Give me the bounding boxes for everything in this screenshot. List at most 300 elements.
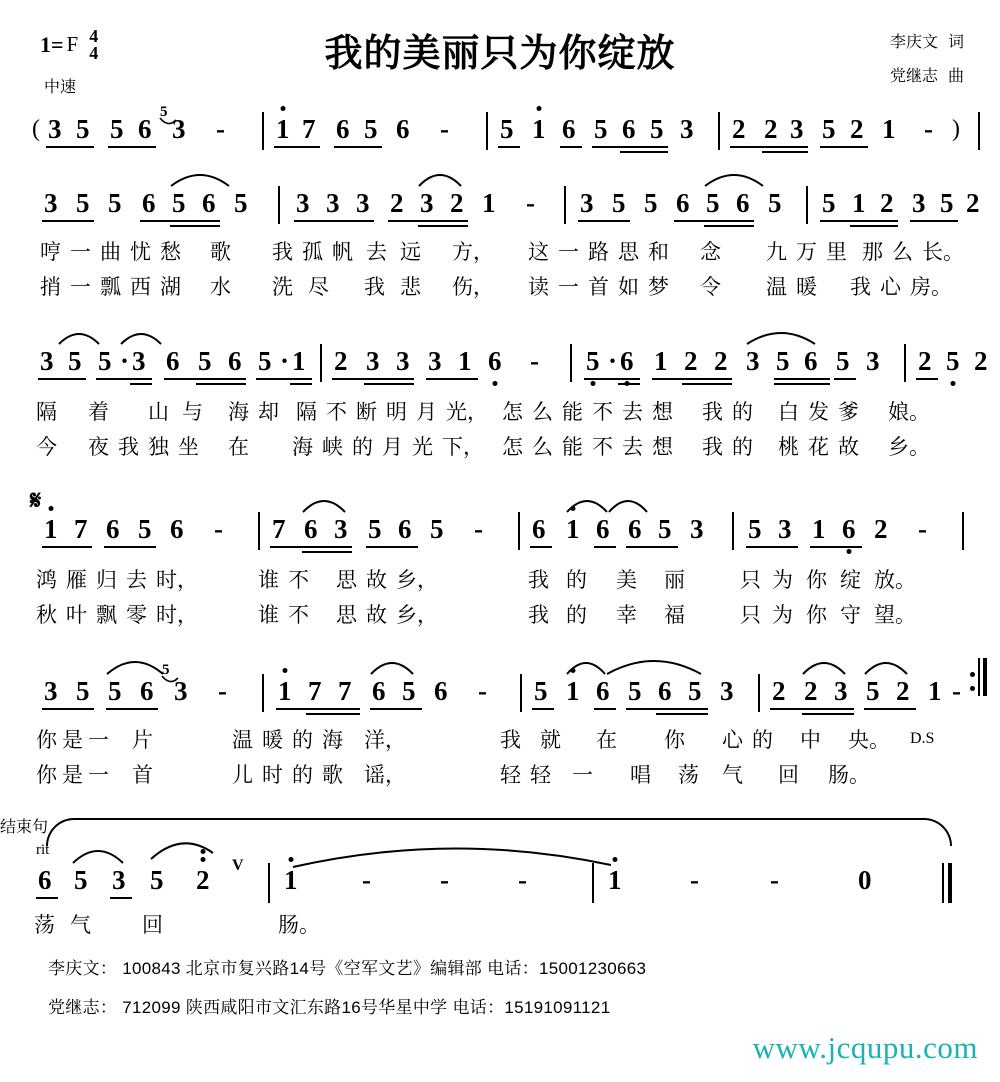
lyric-char: 一 [70, 276, 91, 299]
lyric-char: 思 [336, 604, 357, 627]
beam-line [746, 546, 798, 548]
lyric-row-verse1 [0, 236, 1000, 271]
rit-marking: rit [36, 842, 50, 858]
lyric-char: 夜 [88, 436, 109, 459]
note-hold: - [216, 114, 225, 144]
beam-line [106, 708, 158, 710]
lyric-char: 海 [322, 729, 343, 752]
lyric-char: 能 [562, 401, 583, 424]
lyric-char: 去 [622, 436, 643, 459]
lyric-row-verse1 [0, 564, 1000, 599]
lyric-char: 如 [618, 276, 639, 299]
slur-icon [564, 490, 610, 514]
lyric-char: 怎 [502, 436, 523, 459]
beam-line [820, 146, 868, 148]
note: 5 [234, 188, 248, 218]
lyric-char: 洋， [364, 729, 406, 752]
lyric-row-verse2 [0, 599, 1000, 634]
time-denominator: 4 [89, 42, 99, 63]
barline [262, 112, 264, 150]
note: 7 [338, 676, 352, 706]
note: 5 [748, 514, 762, 544]
note: 5 [594, 114, 608, 144]
staff-line [0, 486, 1000, 564]
music-system-coda [0, 814, 1000, 964]
beam-line [498, 146, 520, 148]
lyric-char: 着 [88, 401, 109, 424]
lyric-char: 那 [862, 241, 883, 264]
lyric-char: 今 [36, 436, 57, 459]
note: 1 [482, 188, 496, 218]
beam-line-2 [762, 151, 808, 153]
lyric-char: 不 [288, 569, 309, 592]
lyric-char: 么 [532, 401, 553, 424]
lyric-char: 西 [130, 276, 151, 299]
augmentation-dot: · [120, 346, 130, 376]
beam-line [810, 546, 862, 548]
beam-line [334, 146, 382, 148]
beam-line [270, 546, 352, 548]
barline [962, 512, 964, 550]
lyric-char: 故 [838, 436, 859, 459]
note: 5 [110, 114, 124, 144]
note-hold: - [362, 865, 371, 895]
lyric-char: 么 [532, 436, 553, 459]
note: 3 [866, 346, 880, 376]
lyric-char: 丽 [664, 569, 685, 592]
note: 3 [912, 188, 926, 218]
note-hold: - [440, 865, 449, 895]
note: 5 [108, 676, 122, 706]
slur-icon [604, 648, 704, 676]
lyric-char: 时， [156, 604, 198, 627]
lyric-char: 坐 [178, 436, 199, 459]
lyric-row-verse2 [0, 431, 1000, 466]
lyric-char: 捎 [40, 276, 61, 299]
lyric-char: 气 [70, 914, 91, 937]
lyric-char: 温 [232, 729, 253, 752]
beam-line [164, 378, 246, 380]
lyric-char: 在 [228, 436, 249, 459]
lyric-char: 时， [156, 569, 198, 592]
lyric-char: 你 [36, 729, 57, 752]
beam-line [140, 220, 220, 222]
lyric-char: 和 [648, 241, 669, 264]
staff-line [0, 100, 1000, 166]
note: 3 [44, 188, 58, 218]
lyric-char: 乡， [396, 604, 438, 627]
barline [978, 112, 980, 150]
lyric-char: 的 [292, 729, 313, 752]
lyric-char: 断 [356, 401, 377, 424]
note: 6 [140, 676, 154, 706]
beam-line [770, 708, 854, 710]
note: 2 [874, 514, 888, 544]
lyric-char: 湖 [160, 276, 181, 299]
tempo-marking: 中速 [44, 79, 77, 96]
lyric-char: 曲 [100, 241, 121, 264]
beam-line-2 [302, 551, 352, 553]
note: 5 [76, 188, 90, 218]
breath-mark: V [232, 857, 244, 874]
lyric-char: 飘 [96, 604, 117, 627]
lyric-char: 不 [288, 604, 309, 627]
note: 5 [198, 346, 212, 376]
lyric-char: 发 [808, 401, 829, 424]
note: 5 [258, 346, 272, 376]
lyric-char: 的 [352, 436, 373, 459]
note: 3 [746, 346, 760, 376]
lyric-char: 爹 [838, 401, 859, 424]
note: 5 [706, 188, 720, 218]
note: 3 [428, 346, 442, 376]
lyric-char: 路 [588, 241, 609, 264]
beam-line [864, 708, 916, 710]
lyric-char: 你 [806, 569, 827, 592]
score-header [0, 0, 1000, 100]
lyric-char: 与 [182, 401, 203, 424]
credits [890, 26, 964, 93]
note: 5 [402, 676, 416, 706]
barline [258, 512, 260, 550]
note: 3 [174, 676, 188, 706]
beam-line-2 [850, 225, 898, 227]
lyric-char: 绽 [840, 569, 861, 592]
lyric-char: 洗 [272, 276, 293, 299]
lyric-char: 我 [528, 604, 549, 627]
lyric-char: 的 [752, 729, 773, 752]
lyric-char: 梦 [648, 276, 669, 299]
lyric-char: 零 [126, 604, 147, 627]
lyric-char: 秋 [36, 604, 57, 627]
lyric-char: 读 [528, 276, 549, 299]
lyric-row-verse2 [0, 759, 1000, 794]
note: 1 [276, 114, 290, 145]
beam-line-2 [774, 383, 830, 385]
lyric-char: 乡， [396, 569, 438, 592]
note: 6 [228, 346, 242, 376]
ds-marking: D.S [910, 730, 935, 747]
note: 3 [172, 114, 186, 144]
note: 1 [654, 346, 668, 376]
note: 1 [812, 514, 826, 544]
note: 6 [562, 114, 576, 144]
beam-line [426, 378, 478, 380]
note: 3 [112, 865, 126, 895]
beam-line [592, 146, 668, 148]
note: 5 [108, 188, 122, 218]
lyric-char: 我 [272, 241, 293, 264]
lyric-row-verse1 [0, 724, 1000, 759]
time-numerator: 4 [89, 26, 99, 46]
note: 6 [622, 114, 636, 144]
beam-line [276, 708, 360, 710]
note: 3 [356, 188, 370, 218]
note: 5 [430, 514, 444, 544]
lyric-char: 为 [772, 569, 793, 592]
lyric-char: 下， [442, 436, 484, 459]
slur-icon [800, 652, 848, 676]
beam-line-2 [618, 383, 640, 385]
beam-line [256, 378, 312, 380]
note: 2 [764, 114, 778, 144]
lyric-char: 思 [618, 241, 639, 264]
beam-line [42, 546, 92, 548]
barline [518, 512, 520, 550]
music-system-1 [0, 166, 1000, 326]
score-footer [0, 954, 1000, 1082]
barline [268, 863, 270, 903]
lyric-char: 隔 [36, 401, 57, 424]
lyricist-role: 词 [947, 34, 964, 51]
note: 5 [776, 346, 790, 376]
lyric-char: 悲 [400, 276, 421, 299]
note: 5 [68, 346, 82, 376]
note: 6 [336, 114, 350, 144]
barline [278, 186, 280, 224]
note: 6 [804, 346, 818, 376]
lyric-char: 月 [416, 401, 437, 424]
note: 5 [172, 188, 186, 218]
lyric-char: 暖 [796, 276, 817, 299]
lyric-char: 一 [558, 276, 579, 299]
beam-line-2 [682, 383, 732, 385]
long-slur-icon [290, 835, 614, 869]
note-hold: - [218, 676, 227, 706]
note: 7 [74, 514, 88, 544]
key-letter: F [66, 32, 79, 57]
note: 2 [684, 346, 698, 376]
beam-line [652, 378, 732, 380]
lyric-char: 回 [142, 914, 163, 937]
lyric-char: 你 [36, 764, 57, 787]
note-hold: - [214, 514, 223, 544]
beam-line-2 [656, 713, 708, 715]
composer-name: 党继志 [889, 67, 938, 85]
augmentation-dot: · [608, 346, 618, 376]
slur-icon [564, 652, 608, 676]
note: 2 [966, 188, 980, 218]
lyric-char: 念 [700, 241, 721, 264]
note: 6 [170, 514, 184, 544]
lyric-char: 只 [740, 604, 761, 627]
lyric-char: 一 [88, 729, 109, 752]
lyric-char: 唱 [630, 764, 651, 787]
note: 7 [308, 676, 322, 706]
note: 3 [334, 514, 348, 544]
lyric-char: 方， [452, 241, 494, 264]
beam-line [626, 546, 678, 548]
lyric-char: 帆 [332, 241, 353, 264]
barline [570, 344, 572, 382]
barline [262, 674, 264, 712]
contact-line-composer: 党继志： 712099 陕西咸阳市文汇东路16号华星中学 电话：15191091121 [48, 998, 611, 1017]
beam-line [674, 220, 754, 222]
note: 5 [658, 514, 672, 544]
lyric-char: 肠。 [828, 764, 870, 787]
lyric-char: 隔 [296, 401, 317, 424]
lyric-char: 歌 [210, 241, 231, 264]
note: 2 [732, 114, 746, 144]
lyricist-credit [890, 26, 964, 60]
lyric-char: 轻 [530, 764, 551, 787]
lyric-char: 么 [892, 241, 913, 264]
beam-line [594, 708, 616, 710]
note: 3 [778, 514, 792, 544]
note: 5 [688, 676, 702, 706]
lyric-char: 九 [766, 241, 787, 264]
lyric-char: 伤， [452, 276, 494, 299]
note: 1 [882, 114, 896, 144]
note: 3 [834, 676, 848, 706]
lyric-char: 桃 [778, 436, 799, 459]
lyric-char: 荡 [678, 764, 699, 787]
slur-icon [702, 164, 766, 188]
contact-line-lyricist: 李庆文： 100843 北京市复兴路14号《空军文艺》编辑部 电话：15001230663 [48, 959, 647, 978]
note: 3 [680, 114, 694, 144]
lyric-char: 归 [96, 569, 117, 592]
note: 5 [866, 676, 880, 706]
segno-icon: 𝄋 [30, 486, 42, 516]
note: 3 [366, 346, 380, 376]
lyric-char: 里 [826, 241, 847, 264]
note: 6 [842, 514, 856, 545]
lyric-char: 我 [850, 276, 871, 299]
note: 6 [596, 676, 610, 706]
key-label: 1= [40, 31, 64, 57]
lyric-char: 光 [412, 436, 433, 459]
lyric-char: 海 [292, 436, 313, 459]
lyric-char: 白 [778, 401, 799, 424]
lyric-char: 就 [540, 729, 561, 752]
slur-icon [148, 831, 216, 861]
lyric-char: 不 [326, 401, 347, 424]
beam-line [274, 146, 320, 148]
beam-line [834, 378, 856, 380]
lyric-char: 心 [722, 729, 743, 752]
lyric-char: 月 [382, 436, 403, 459]
beam-line [916, 378, 938, 380]
note: 2 [974, 346, 988, 376]
beam-line [910, 220, 958, 222]
lyric-char: 肠。 [278, 914, 320, 937]
composer-role: 曲 [947, 67, 964, 85]
slur-icon [118, 324, 164, 346]
staff-line [0, 326, 1000, 396]
lyric-char: 想 [652, 401, 673, 424]
lyricist-name: 李庆文 [889, 34, 938, 51]
beam-line [578, 220, 630, 222]
slur-icon [300, 490, 348, 514]
page-title: 我的美丽只为你绽放 [324, 33, 676, 75]
lyric-char: 我 [364, 276, 385, 299]
barline [732, 512, 734, 550]
barline [718, 112, 720, 150]
slur-icon [606, 490, 650, 514]
note: 6 [396, 114, 410, 144]
note: 6 [620, 346, 634, 377]
note: 2 [390, 188, 404, 218]
beam-line [294, 220, 374, 222]
slur-icon [744, 322, 818, 346]
note: 6 [166, 346, 180, 376]
beam-line [730, 146, 808, 148]
beam-line-2 [170, 225, 220, 227]
note: 2 [196, 865, 210, 896]
lyric-char: 你 [806, 604, 827, 627]
staff-line [0, 654, 1000, 724]
note: 3 [44, 676, 58, 706]
music-system-3 [0, 486, 1000, 654]
lyric-char: 想 [652, 436, 673, 459]
beam-line [584, 378, 640, 380]
slur-icon [56, 324, 102, 346]
barline [520, 674, 522, 712]
note: 1 [566, 676, 580, 707]
note: 2 [918, 346, 932, 376]
note: 5 [364, 114, 378, 144]
beam-line-2 [130, 383, 152, 385]
beam-line [366, 546, 418, 548]
lyric-char: 雁 [66, 569, 87, 592]
lyric-char: 你 [664, 729, 685, 752]
lyric-char: 我 [702, 401, 723, 424]
beam-line [46, 146, 94, 148]
lyric-char: 温 [766, 276, 787, 299]
beam-line [774, 378, 830, 380]
note: 3 [420, 188, 434, 218]
lyric-char: 轻 [500, 764, 521, 787]
note: 1 [566, 514, 580, 545]
lyric-char: 这 [528, 241, 549, 264]
barline [564, 186, 566, 224]
lyric-char: 守 [840, 604, 861, 627]
note: 6 [596, 514, 610, 544]
barline [320, 344, 322, 382]
lyric-char: 首 [132, 764, 153, 787]
beam-line-2 [802, 713, 854, 715]
lyric-char: 故 [366, 569, 387, 592]
lyric-char: 的 [566, 569, 587, 592]
note: 6 [304, 514, 318, 544]
beam-line [532, 708, 554, 710]
beam-line-2 [620, 151, 668, 153]
beam-line [560, 146, 582, 148]
beam-line [594, 546, 616, 548]
grace-note: 5 [160, 104, 168, 120]
lyric-char: 忧 [130, 241, 151, 264]
note: 6 [658, 676, 672, 706]
lyric-row-verse2 [0, 271, 1000, 306]
note: 6 [736, 188, 750, 218]
note: 6 [202, 188, 216, 218]
beam-line-2 [196, 383, 246, 385]
beam-line [42, 708, 94, 710]
lyric-char: 一 [70, 241, 91, 264]
beam-line-2 [306, 713, 360, 715]
note-hold: - [474, 514, 483, 544]
lyric-char: 海 [228, 401, 249, 424]
beam-line-2 [418, 225, 468, 227]
augmentation-dot: · [280, 346, 290, 376]
note: 2 [450, 188, 464, 218]
lyric-char: 只 [740, 569, 761, 592]
note: 5 [586, 346, 600, 377]
note: 2 [334, 346, 348, 376]
lyric-char: 谁 [258, 569, 279, 592]
note: 1 [284, 865, 298, 896]
beam-line-2 [290, 383, 312, 385]
